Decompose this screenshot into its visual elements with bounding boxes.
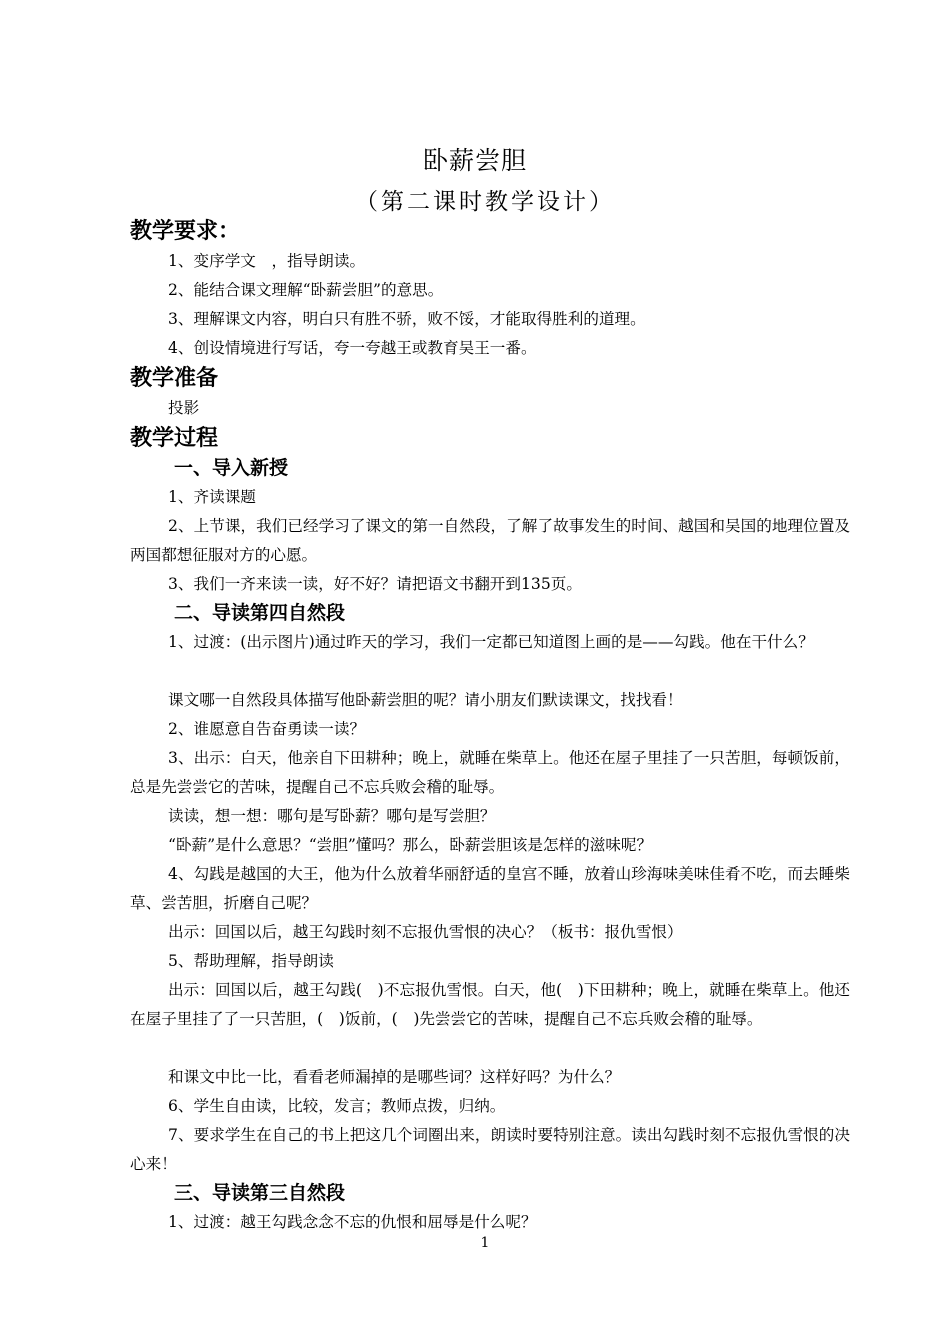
paragraph: 7、要求学生在自己的书上把这几个词圈出来，朗读时要特别注意。读出勾践时刻不忘报仇雪恨的决心来！ xyxy=(130,1126,850,1173)
paragraph: 6、学生自由读，比较，发言；教师点拨，归纳。 xyxy=(168,1097,506,1115)
paragraph: 2、上节课，我们已经学习了课文的第一自然段，了解了故事发生的时间、越国和吴国的地理位置及两国都想征服对方的心愿。 xyxy=(130,517,850,564)
paragraph: 1、过渡：越王勾践念念不忘的仇恨和屈辱是什么呢？ xyxy=(168,1213,537,1231)
paragraph: 3、理解课文内容，明白只有胜不骄，败不馁，才能取得胜利的道理。 xyxy=(168,310,646,328)
paragraph: 4、创设情境进行写话，夸一夸越王或教育吴王一番。 xyxy=(168,339,537,357)
paragraph: 5、帮助理解，指导朗读 xyxy=(168,952,334,970)
paragraph: 投影 xyxy=(168,399,200,417)
paragraph: 2、谁愿意自告奋勇读一读？ xyxy=(168,720,366,738)
page-number: 1 xyxy=(480,1235,490,1251)
section-heading: 教学过程 xyxy=(130,426,219,451)
paragraph: 4、勾践是越国的大王，他为什么放着华丽舒适的皇宫不睡，放着山珍海味美味佳肴不吃，而去睡柴草、尝苦胆，折磨自己呢？ xyxy=(130,865,850,912)
document-title: 卧薪尝胆 xyxy=(422,146,527,175)
paragraph: 出示：回国以后，越王勾践时刻不忘报仇雪恨的决心？（板书：报仇雪恨） xyxy=(168,923,683,941)
paragraph: 1、变序学文 ，指导朗读。 xyxy=(168,252,366,270)
subsection-heading: 二、导读第四自然段 xyxy=(174,602,346,624)
paragraph: 出示：回国以后，越王勾践( )不忘报仇雪恨。白天，他( )下田耕种；晚上，就睡在柴草上。他还在屋子里挂了了一只苦胆，( )饭前，( )先尝尝它的苦味，提醒自己不忘兵败会稽的耻辱。 xyxy=(130,981,850,1028)
paragraph: 3、我们一齐来读一读，好不好？请把语文书翻开到135页。 xyxy=(168,575,582,593)
paragraph: 课文哪一自然段具体描写他卧薪尝胆的呢？请小朋友们默读课文，找找看！ xyxy=(168,691,683,709)
paragraph: “卧薪”是什么意思？“尝胆”懂吗？那么，卧薪尝胆该是怎样的滋味呢？ xyxy=(168,836,653,854)
subsection-heading: 三、导读第三自然段 xyxy=(174,1182,346,1204)
paragraph: 2、能结合课文理解“卧薪尝胆”的意思。 xyxy=(168,281,444,299)
document-subtitle: （第二课时教学设计） xyxy=(355,189,615,215)
paragraph: 1、过渡：(出示图片)通过昨天的学习，我们一定都已知道图上画的是——勾践。他在干什么？ xyxy=(168,633,814,651)
paragraph: 1、齐读课题 xyxy=(168,488,256,506)
section-heading: 教学准备 xyxy=(130,366,219,391)
paragraph: 读读，想一想：哪句是写卧薪？哪句是写尝胆？ xyxy=(168,807,496,825)
subsection-heading: 一、导入新授 xyxy=(174,457,289,479)
paragraph: 和课文中比一比，看看老师漏掉的是哪些词？这样好吗？为什么？ xyxy=(168,1068,621,1086)
section-heading: 教学要求： xyxy=(130,219,241,244)
paragraph: 3、出示：白天，他亲自下田耕种；晚上，就睡在柴草上。他还在屋子里挂了一只苦胆，每顿饭前，总是先尝尝它的苦味，提醒自己不忘兵败会稽的耻辱。 xyxy=(130,749,850,796)
document-body xyxy=(130,216,850,1237)
